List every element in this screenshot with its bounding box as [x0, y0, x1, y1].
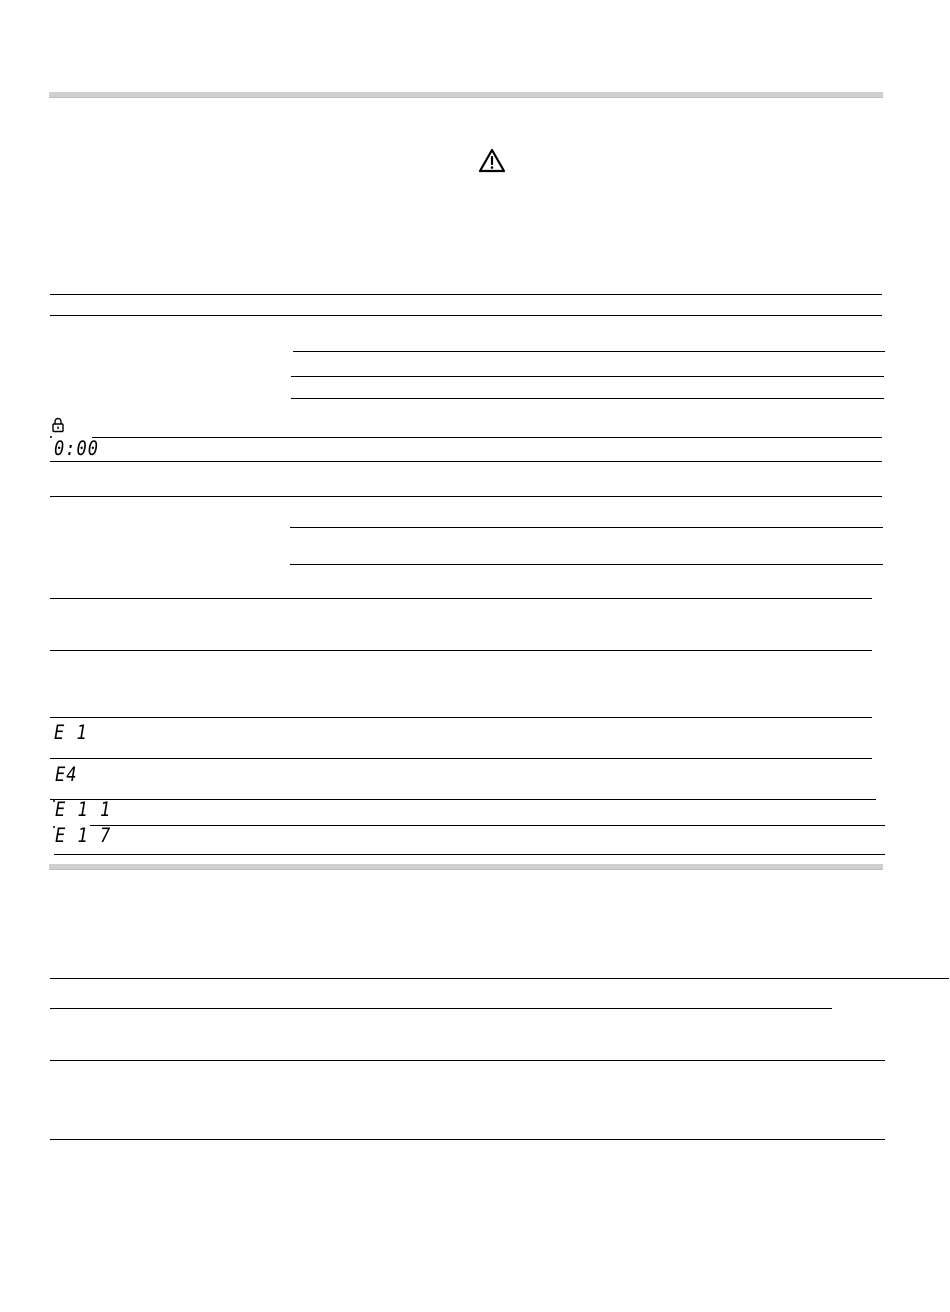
table-rule [290, 527, 883, 528]
table-rule [50, 598, 872, 599]
warning-triangle-icon [478, 148, 506, 174]
error-code-e4: E4 [55, 763, 78, 787]
table-rule [293, 351, 885, 352]
display-code-timer: 0:00 [54, 437, 99, 461]
table-rule [50, 294, 882, 295]
table-rule [50, 1139, 885, 1140]
table-rule [290, 564, 883, 565]
table-rule [92, 437, 882, 438]
table-rule [50, 1008, 832, 1009]
table-rule [50, 315, 882, 316]
error-code-e11: E 1 1 [55, 798, 112, 822]
table-rule [50, 461, 882, 462]
table-rule [54, 854, 885, 855]
section-divider-top [49, 92, 883, 98]
table-rule [50, 978, 949, 979]
display-dot [50, 436, 52, 438]
table-rule [90, 825, 885, 826]
table-rule [50, 717, 872, 718]
table-rule [50, 650, 872, 651]
error-code-e17: E 1 7 [55, 824, 112, 848]
table-rule [291, 398, 884, 399]
table-rule [50, 1060, 885, 1061]
lock-icon [51, 417, 65, 433]
table-rule [291, 376, 884, 377]
table-rule [50, 758, 872, 759]
section-divider-bottom [49, 864, 883, 870]
table-rule [50, 496, 882, 497]
error-code-e1: E 1 [54, 721, 88, 745]
table-rule [50, 799, 876, 800]
